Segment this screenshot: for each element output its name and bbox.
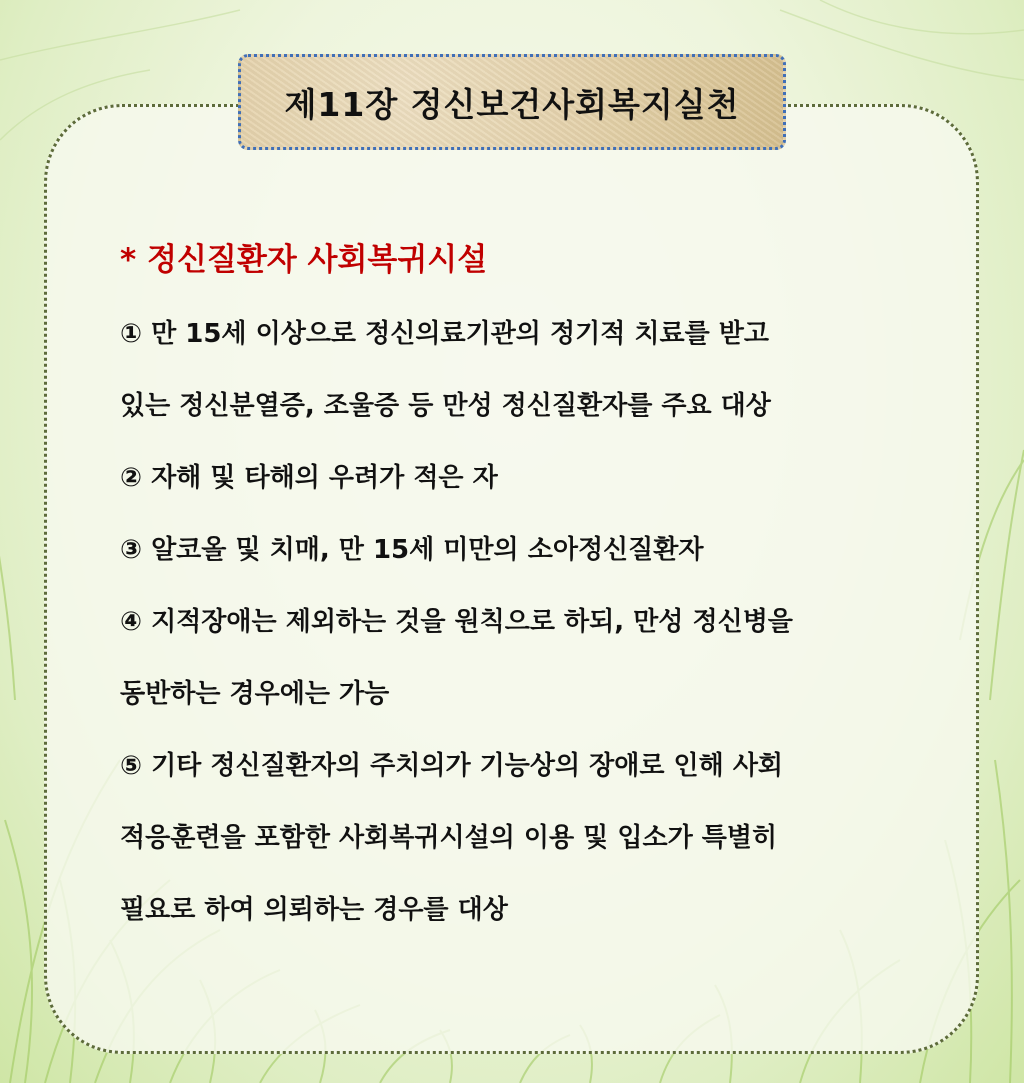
body-line: ③ 알코올 및 치매, 만 15세 미만의 소아정신질환자 [120, 535, 704, 565]
body-line: 있는 정신분열증, 조울증 등 만성 정신질환자를 주요 대상 [120, 391, 771, 421]
slide-content [120, 230, 950, 946]
section-heading: * 정신질환자 사회복귀시설 [120, 242, 488, 278]
body-line: ④ 지적장애는 제외하는 것을 원칙으로 하되, 만성 정신병을 [120, 607, 793, 637]
body-line: 적응훈련을 포함한 사회복귀시설의 이용 및 입소가 특별히 [120, 823, 778, 853]
body-line: ② 자해 및 타해의 우려가 적은 자 [120, 463, 498, 493]
body-line: 필요로 하여 의뢰하는 경우를 대상 [120, 895, 508, 925]
body-line: 동반하는 경우에는 가능 [120, 679, 390, 709]
body-line: ① 만 15세 이상으로 정신의료기관의 정기적 치료를 받고 [120, 319, 769, 349]
slide-title: 제11장 정신보건사회복지실천 [284, 84, 740, 124]
body-line: ⑤ 기타 정신질환자의 주치의가 기능상의 장애로 인해 사회 [120, 751, 784, 781]
title-banner [238, 54, 786, 150]
